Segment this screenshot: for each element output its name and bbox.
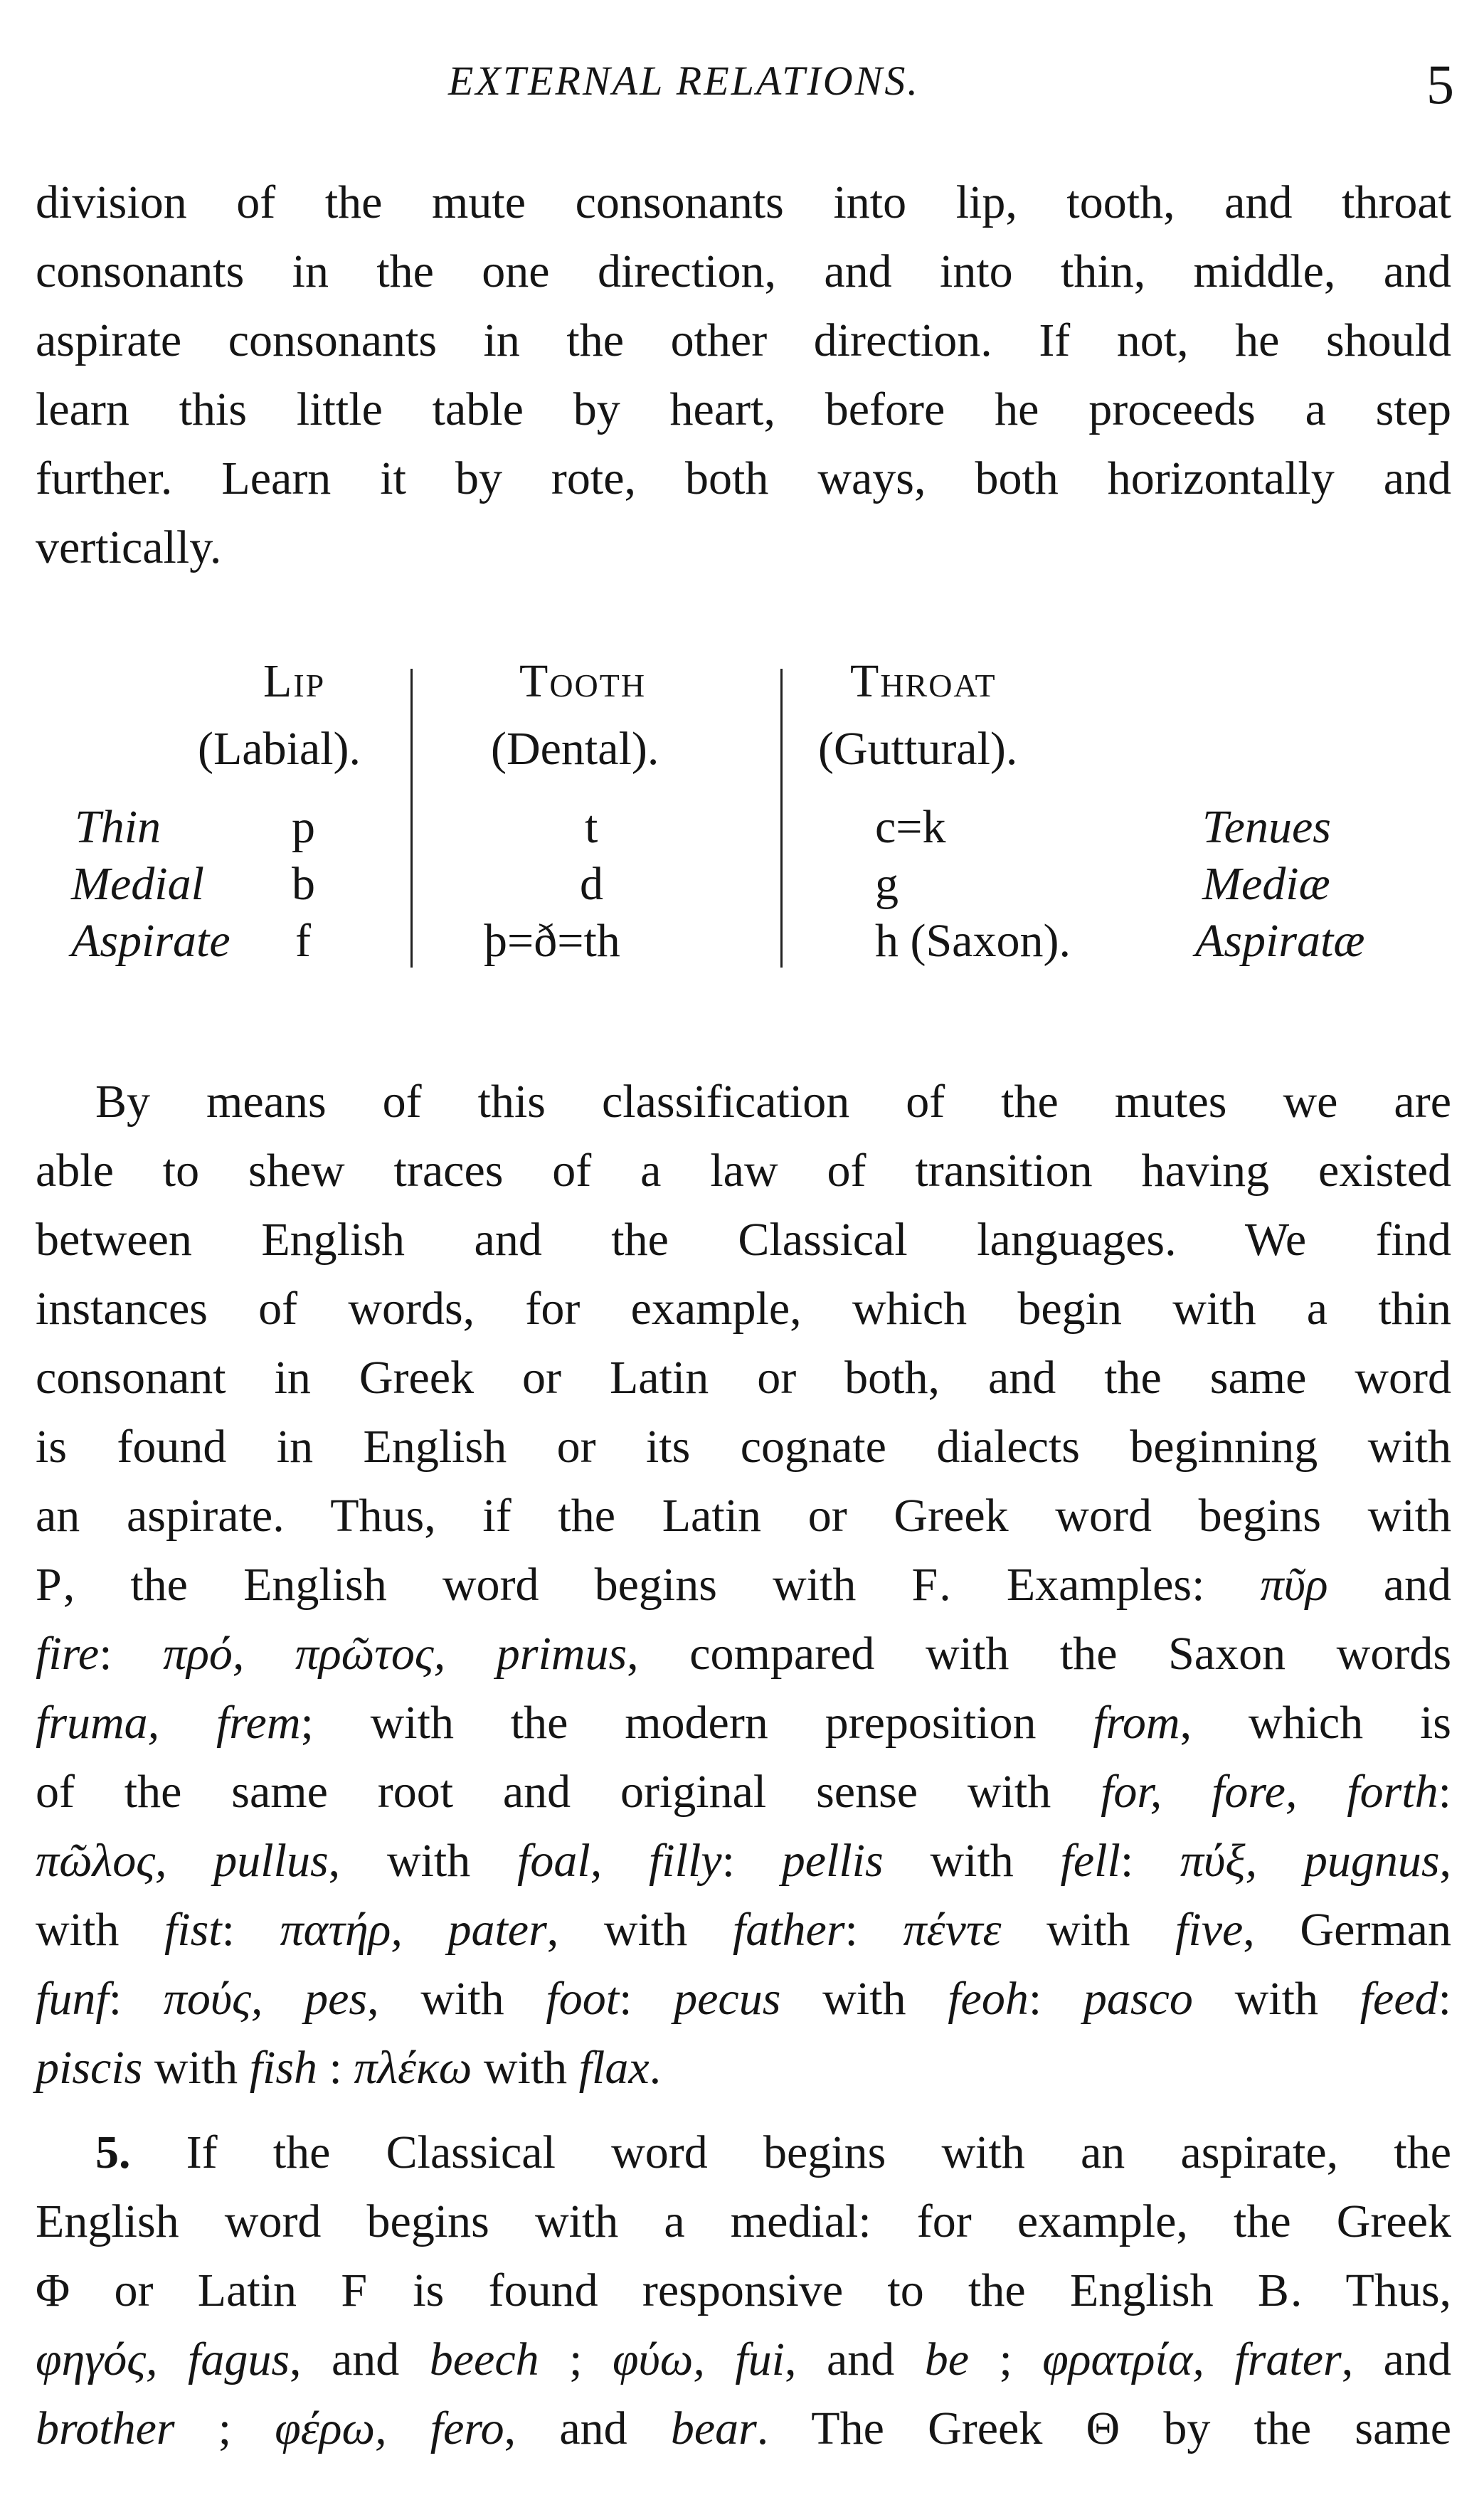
text-run: , and	[784, 2334, 925, 2385]
greek-capital: Θ	[1086, 2403, 1120, 2454]
example-word: πλέκω	[354, 2042, 472, 2094]
example-word: φρατρία, frater	[1042, 2334, 1342, 2385]
cell-aspirate-throat: h (Saxon).	[875, 915, 1071, 967]
text-run: , which is	[1180, 1697, 1451, 1749]
section-five-paragraph	[36, 2118, 1451, 2463]
cell-thin-throat: c=k	[875, 801, 946, 853]
example-word: πύξ, pugnus	[1180, 1835, 1440, 1887]
text-run: , the English word begins with	[63, 1559, 912, 1611]
cell-thin-tooth: t	[585, 801, 598, 853]
row-label-thin: Thin	[75, 801, 161, 853]
text-run: . Thus,	[1290, 2264, 1452, 2316]
example-word: πέντε	[903, 1904, 1002, 1956]
text-run: :	[317, 2042, 354, 2094]
text-run: :	[1028, 1973, 1083, 2025]
column-divider	[780, 669, 783, 968]
example-word: foot	[546, 1973, 620, 2025]
paragraph-line: between English and the Classical languages. We find	[36, 1214, 1451, 1266]
text-run: :	[99, 1628, 164, 1680]
example-word: fist	[164, 1904, 222, 1956]
text-run: by the same	[1120, 2403, 1451, 2454]
text-run: is found responsive to the English	[369, 2264, 1258, 2316]
row-label-medial: Medial	[71, 858, 204, 910]
example-word: feed	[1360, 1973, 1438, 2025]
example-word: pecus	[674, 1973, 781, 2025]
text-run: , with	[367, 1973, 546, 2025]
example-word: fell	[1060, 1835, 1120, 1887]
paragraph-line	[36, 1688, 1451, 1757]
text-run: :	[1438, 1973, 1451, 2025]
intro-line: aspirate consonants in the other direction. If not, he should	[36, 314, 1451, 366]
small-cap-letter: F	[341, 2264, 369, 2316]
row-label-aspirate: Aspirate	[71, 915, 230, 967]
latin-term-mediae: Mediæ	[1202, 858, 1330, 910]
paragraph-line	[36, 2325, 1451, 2394]
example-word: fish	[249, 2042, 318, 2094]
text-run: with	[780, 1973, 948, 2025]
intro-line: vertically.	[36, 521, 222, 573]
text-run: , and	[504, 2403, 671, 2454]
paragraph-line	[36, 1550, 1451, 1619]
cell-medial-throat: g	[875, 858, 899, 910]
example-word: be	[924, 2334, 970, 2385]
example-word: bear	[670, 2403, 757, 2454]
example-word: fire	[36, 1628, 100, 1680]
intro-line: consonants in the one direction, and into thin, middle, and	[36, 245, 1451, 297]
mutes-paragraph	[36, 1067, 1451, 2102]
paragraph-line	[36, 1826, 1451, 1895]
cell-medial-lip: b	[292, 858, 315, 910]
example-word: πούς, pes	[163, 1973, 368, 2025]
example-word: father	[732, 1904, 845, 1956]
text-run: and	[1327, 1559, 1451, 1611]
latin-term-tenues: Tenues	[1202, 801, 1331, 853]
text-run: ,	[1439, 1835, 1452, 1887]
subheading-dental: (Dental).	[491, 723, 659, 775]
text-run: with	[36, 1904, 164, 1956]
text-run: , with	[328, 1835, 518, 1887]
example-word: funf	[36, 1973, 109, 2025]
text-run: ;	[174, 2403, 275, 2454]
paragraph-line: an aspirate. Thus, if the Latin or Greek word begins with	[36, 1490, 1451, 1542]
text-run: ; with the modern preposition	[300, 1697, 1093, 1749]
text-run: , and	[1341, 2334, 1451, 2385]
intro-paragraph	[36, 168, 1451, 582]
text-run: . Examples:	[939, 1559, 1261, 1611]
text-run: with	[472, 2042, 579, 2094]
intro-line: learn this little table by heart, before he proceeds a step	[36, 383, 1451, 435]
example-word: five	[1175, 1904, 1244, 1956]
paragraph-line	[36, 2033, 1451, 2102]
text-run: :	[1120, 1835, 1180, 1887]
text-run: :	[721, 1835, 782, 1887]
cell-aspirate-tooth: þ=ð=th	[484, 915, 620, 967]
small-cap-letter: B	[1257, 2264, 1290, 2316]
paragraph-line: English word begins with a medial: for example, the Greek	[36, 2195, 1451, 2247]
heading-throat: Throat	[850, 655, 997, 707]
greek-word: πῦρ	[1260, 1559, 1328, 1611]
page-number: 5	[1426, 53, 1454, 115]
latin-term-aspiratae: Aspiratæ	[1195, 915, 1365, 967]
heading-tooth: Tooth	[519, 655, 647, 707]
example-word: for, fore, forth	[1101, 1766, 1438, 1818]
example-word: φέρω, fero	[275, 2403, 504, 2454]
page-header	[0, 53, 1484, 115]
text-run: :	[1438, 1766, 1451, 1818]
example-word: φηγός, fagus	[36, 2334, 290, 2385]
small-cap-letter: P	[36, 1559, 63, 1611]
example-word: beech	[429, 2334, 539, 2385]
paragraph-line	[36, 2256, 1451, 2325]
paragraph-line	[36, 1964, 1451, 2033]
paragraph-line: is found in English or its cognate dialects beginning with	[36, 1421, 1451, 1473]
text-run: ;	[539, 2334, 613, 2385]
subheading-guttural: (Guttural).	[818, 723, 1018, 775]
section-number: 5.	[95, 2126, 131, 2178]
example-word: πατήρ, pater	[280, 1904, 547, 1956]
text-run: , compared with the Saxon words	[627, 1628, 1452, 1680]
small-cap-letter: F	[911, 1559, 940, 1611]
example-word: from	[1093, 1697, 1180, 1749]
text-run: :	[619, 1973, 674, 2025]
text-run: .	[649, 2042, 662, 2094]
example-word: φύω, fui	[612, 2334, 785, 2385]
text-run: with	[1192, 1973, 1360, 2025]
cell-thin-lip: p	[292, 801, 315, 853]
example-word: piscis	[36, 2042, 143, 2094]
paragraph-line	[36, 1619, 1451, 1688]
text-run: :	[221, 1904, 280, 1956]
text-run: ;	[969, 2334, 1043, 2385]
text-run: :	[108, 1973, 164, 2025]
paragraph-line	[36, 1895, 1451, 1964]
text-run: of the same root and original sense with	[36, 1766, 1101, 1818]
example-word: flax	[578, 2042, 650, 2094]
text-run: . The Greek	[756, 2403, 1086, 2454]
intro-line: division of the mute consonants into lip, tooth, and throat	[36, 176, 1451, 228]
paragraph-line: instances of words, for example, which begin with a thin	[36, 1283, 1451, 1335]
column-divider	[410, 669, 413, 968]
text-run: If the Classical word begins with an aspirate, the	[130, 2126, 1451, 2178]
intro-line: further. Learn it by rote, both ways, both horizontally and	[36, 452, 1451, 504]
example-word: πῶλος, pullus	[36, 1835, 329, 1887]
example-word: pasco	[1083, 1973, 1193, 2025]
subheading-labial: (Labial).	[198, 723, 361, 775]
cell-aspirate-lip: f	[295, 915, 311, 967]
mute-consonant-table	[0, 655, 1484, 982]
example-word: foal, filly	[517, 1835, 722, 1887]
text-run: , German	[1243, 1904, 1451, 1956]
paragraph-line: able to shew traces of a law of transition having existed	[36, 1145, 1451, 1197]
example-word: feoh	[948, 1973, 1029, 2025]
text-run: , with	[546, 1904, 733, 1956]
example-word: πρό, πρῶτος, primus	[163, 1628, 627, 1680]
paragraph-line	[36, 2394, 1451, 2463]
paragraph-line: consonant in Greek or Latin or both, and the same word	[36, 1352, 1451, 1404]
cell-medial-tooth: d	[580, 858, 603, 910]
example-word: brother	[36, 2403, 175, 2454]
text-run: with	[142, 2042, 250, 2094]
text-run: or Latin	[70, 2264, 341, 2316]
example-word: fruma, frem	[36, 1697, 301, 1749]
text-run: :	[844, 1904, 903, 1956]
text-run: with	[883, 1835, 1061, 1887]
paragraph-line: By means of this classification of the mutes we are	[95, 1076, 1451, 1128]
paragraph-line	[36, 1757, 1451, 1826]
running-title: EXTERNAL RELATIONS.	[448, 58, 920, 104]
paragraph-line	[36, 2118, 1451, 2187]
text-run: , and	[290, 2334, 430, 2385]
text-run: with	[1001, 1904, 1176, 1956]
heading-lip: Lip	[263, 655, 326, 707]
greek-capital: Φ	[36, 2264, 70, 2316]
example-word: pellis	[781, 1835, 884, 1887]
